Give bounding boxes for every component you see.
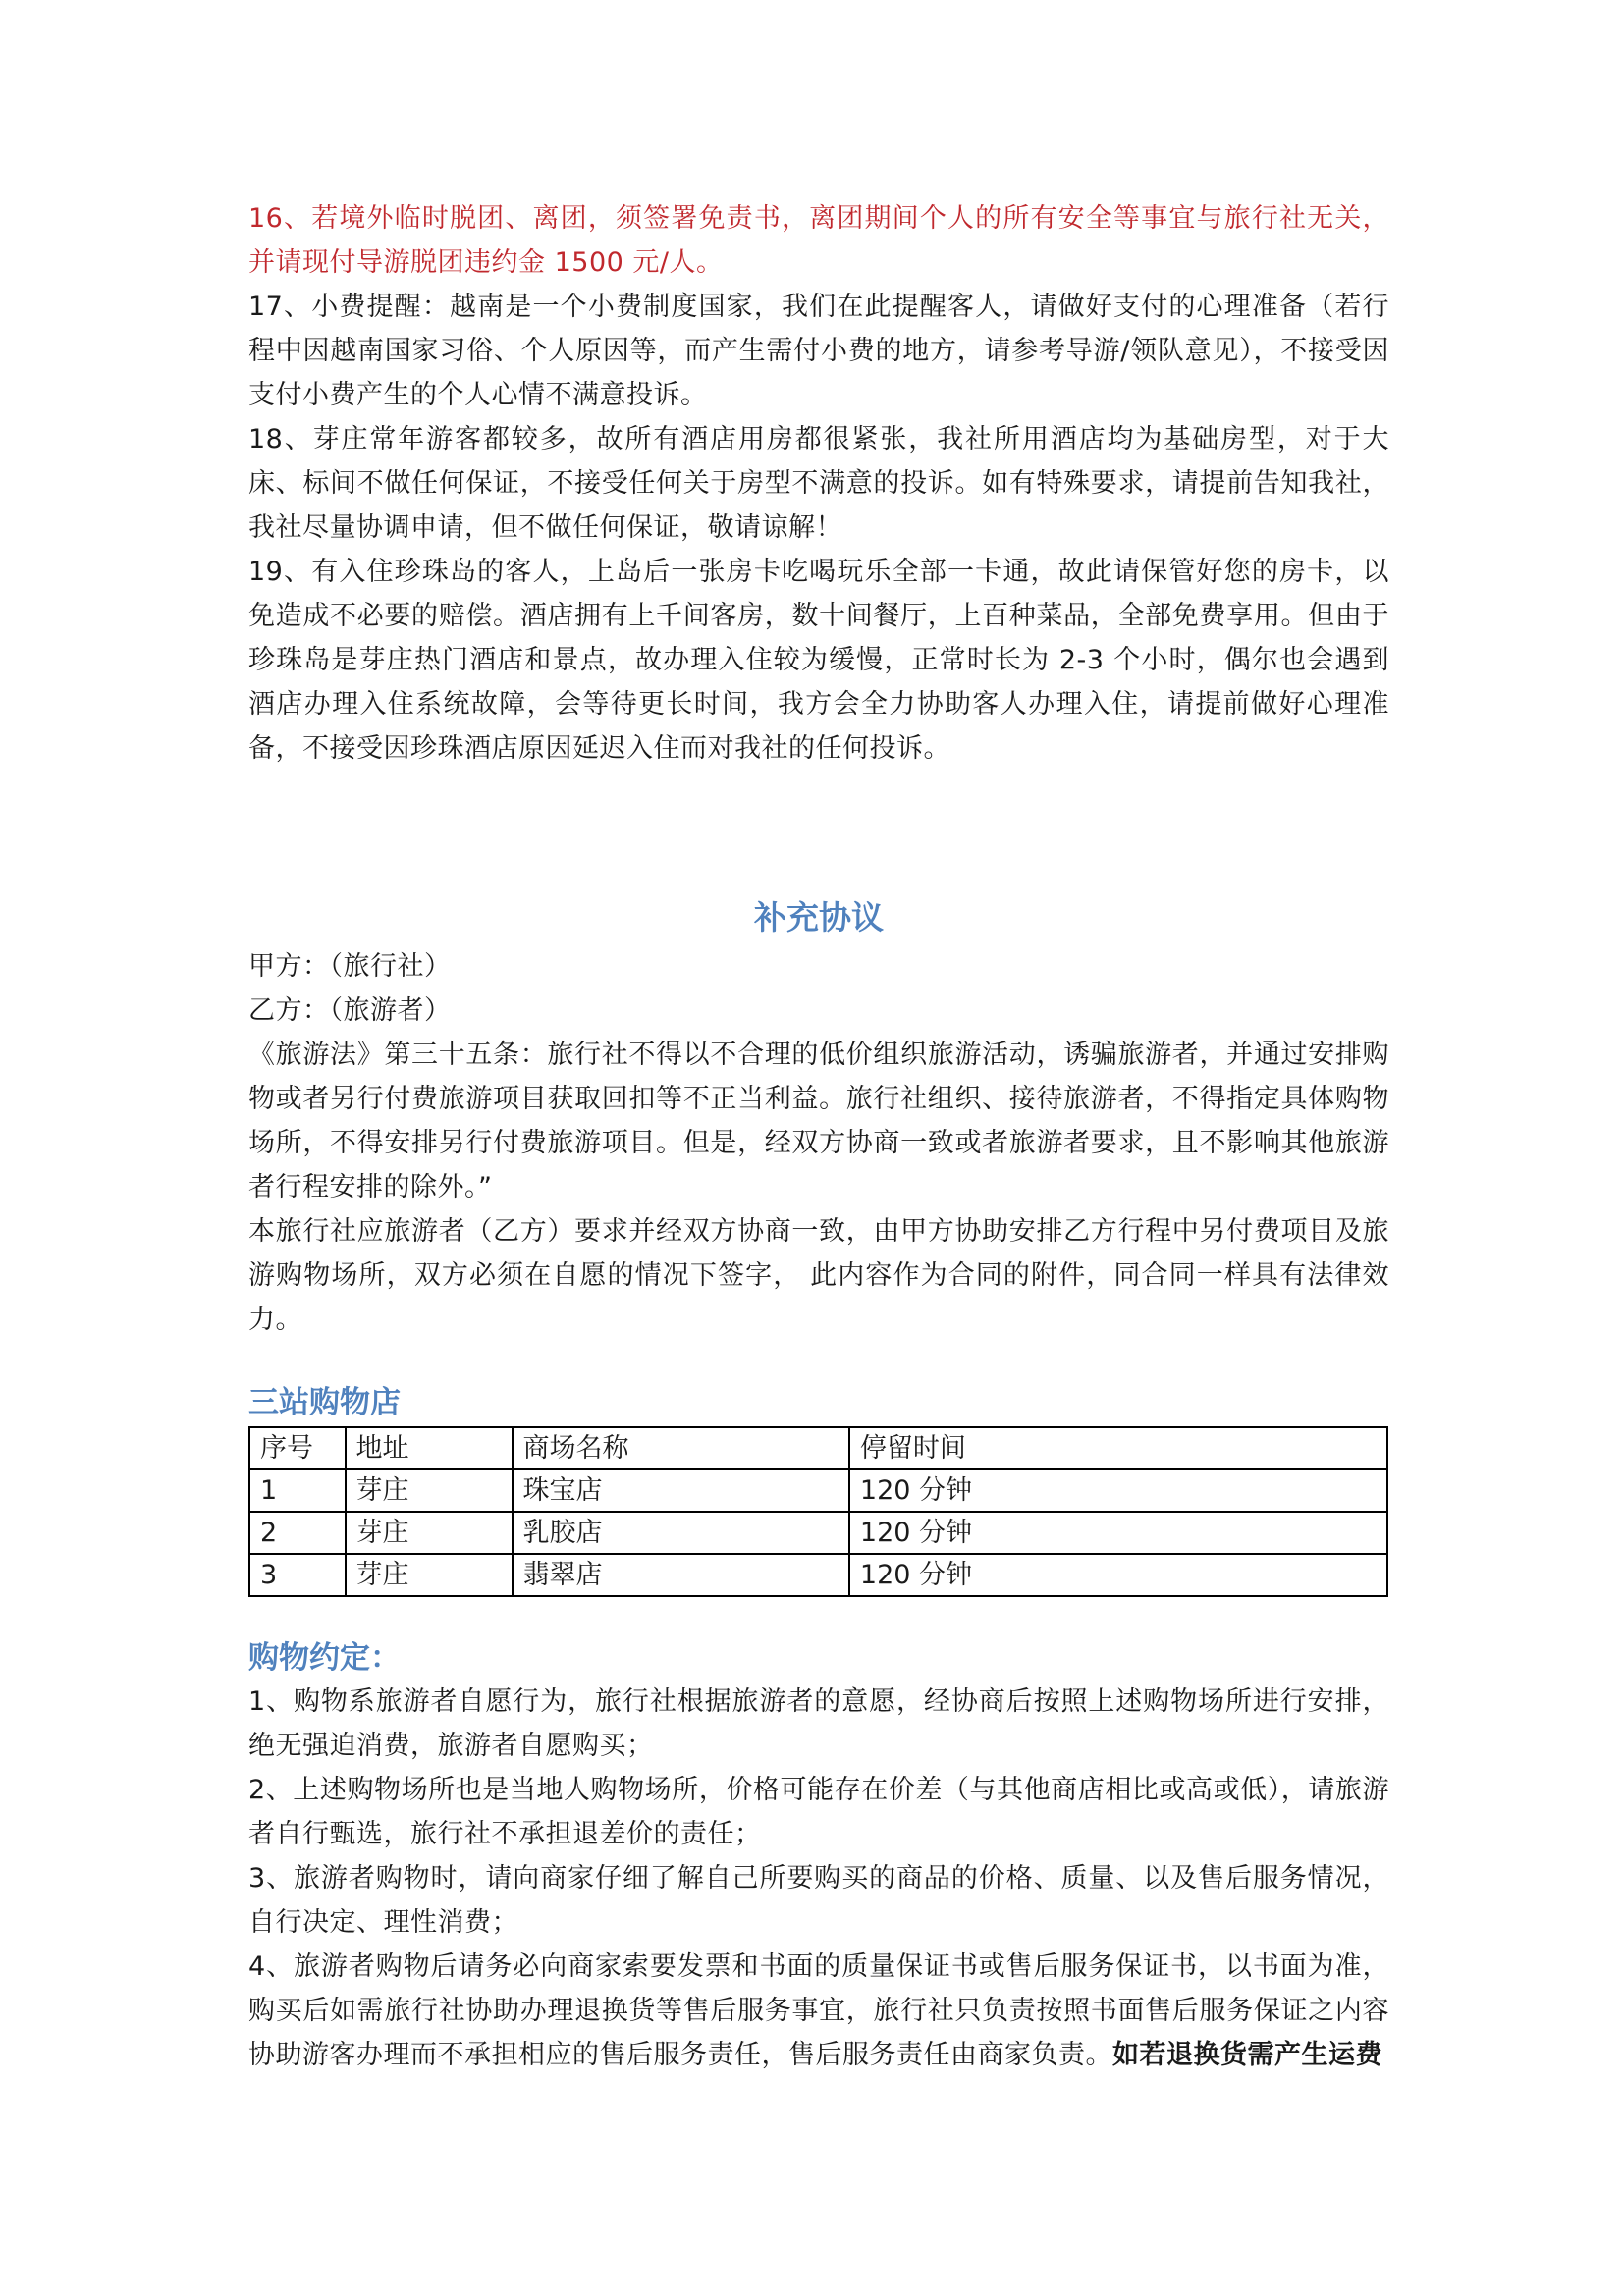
cell-address: 芽庄: [346, 1554, 513, 1596]
agreement-statement: 本旅行社应旅游者（乙方）要求并经双方协商一致，由甲方协助安排乙方行程中另付费项目及旅游购物场所，双方必须在自愿的情况下签字， 此内容作为合同的附件，同合同一样具有法律效力。: [248, 1216, 1389, 1335]
cell-shop-name: 翡翠店: [513, 1554, 849, 1596]
cell-index: 2: [249, 1512, 346, 1554]
cell-address: 芽庄: [346, 1512, 513, 1554]
table-row: [249, 1512, 1387, 1554]
cell-index: 1: [249, 1469, 346, 1512]
agreement-title: 补充协议: [754, 898, 884, 936]
shops-table: [248, 1426, 1388, 1597]
note-19: 19、有入住珍珠岛的客人，上岛后一张房卡吃喝玩乐全部一卡通，故此请保管好您的房卡，以免造成不必要的赔偿。酒店拥有上千间客房，数十间餐厅，上百种菜品，全部免费享用。但由于珍珠岛是芽庄热门酒店和景点，故办理入住较为缓慢，正常时长为 2-3 个小时，偶尔也会遇到酒店办理入住系统故障，会等待更长时间，我方会全力协助客人办理入住，请提前做好心理准备，不接受因珍珠酒店原因延迟入住而对我社的任何投诉。: [248, 557, 1389, 764]
table-header-row: [249, 1427, 1387, 1469]
table-row: [249, 1469, 1387, 1512]
table-row: [249, 1554, 1387, 1596]
cell-stay-time: 120 分钟: [849, 1469, 1387, 1512]
rule-4-bold-text: 如若退换货需产生运费: [1112, 2040, 1382, 2070]
cell-shop-name: 珠宝店: [513, 1469, 849, 1512]
rule-4-text: 4、旅游者购物后请务必向商家索要发票和书面的质量保证书或售后服务保证书，以书面为准，购买后如需旅行社协助办理退换货等售后服务事宜，旅行社只负责按照书面售后服务保证之内容协助游客办理而不承担相应的售后服务责任，售后服务责任由商家负责。: [248, 1951, 1389, 2070]
cell-stay-time: 120 分钟: [849, 1512, 1387, 1554]
cell-shop-name: 乳胶店: [513, 1512, 849, 1554]
header-address: 地址: [346, 1427, 513, 1469]
rule-2: 2、上述购物场所也是当地人购物场所，价格可能存在价差（与其他商店相比或高或低），请旅游者自行甄选，旅行社不承担退差价的责任；: [248, 1775, 1389, 1849]
rule-1: 1、购物系旅游者自愿行为，旅行社根据旅游者的意愿，经协商后按照上述购物场所进行安排，绝无强迫消费，旅游者自愿购买；: [248, 1686, 1389, 1761]
law-quote: 《旅游法》第三十五条：旅行社不得以不合理的低价组织旅游活动，诱骗旅游者，并通过安排购物或者另行付费旅游项目获取回扣等不正当利益。旅行社组织、接待旅游者，不得指定具体购物场所，不得安排另行付费旅游项目。但是，经双方协商一致或者旅游者要求，且不影响其他旅游者行程安排的除外。”: [248, 1040, 1389, 1202]
header-index: 序号: [249, 1427, 346, 1469]
cell-address: 芽庄: [346, 1469, 513, 1512]
document-page: [248, 196, 1389, 2077]
shopping-rules-heading: 购物约定：: [248, 1640, 401, 1676]
party-a: 甲方：（旅行社）: [248, 951, 452, 982]
note-16: 16、若境外临时脱团、离团，须签署免责书，离团期间个人的所有安全等事宜与旅行社无关，并请现付导游脱团违约金 1500 元/人。: [248, 203, 1389, 278]
shops-heading: 三站购物店: [248, 1385, 401, 1420]
note-18: 18、芽庄常年游客都较多，故所有酒店用房都很紧张，我社所用酒店均为基础房型，对于大床、标间不做任何保证，不接受任何关于房型不满意的投诉。如有特殊要求，请提前告知我社，我社尽量协调申请，但不做任何保证，敬请谅解！: [248, 424, 1389, 543]
party-b: 乙方：（旅游者）: [248, 995, 452, 1026]
header-stay-time: 停留时间: [849, 1427, 1387, 1469]
rule-4: [248, 1945, 1389, 2077]
header-shop-name: 商场名称: [513, 1427, 849, 1469]
cell-index: 3: [249, 1554, 346, 1596]
cell-stay-time: 120 分钟: [849, 1554, 1387, 1596]
note-17: 17、小费提醒：越南是一个小费制度国家，我们在此提醒客人，请做好支付的心理准备（若行程中因越南国家习俗、个人原因等，而产生需付小费的地方，请参考导游/领队意见），不接受因支付小费产生的个人心情不满意投诉。: [248, 292, 1389, 410]
rule-3: 3、旅游者购物时，请向商家仔细了解自己所要购买的商品的价格、质量、以及售后服务情况，自行决定、理性消费；: [248, 1863, 1389, 1938]
supplementary-agreement: [248, 893, 1389, 1342]
